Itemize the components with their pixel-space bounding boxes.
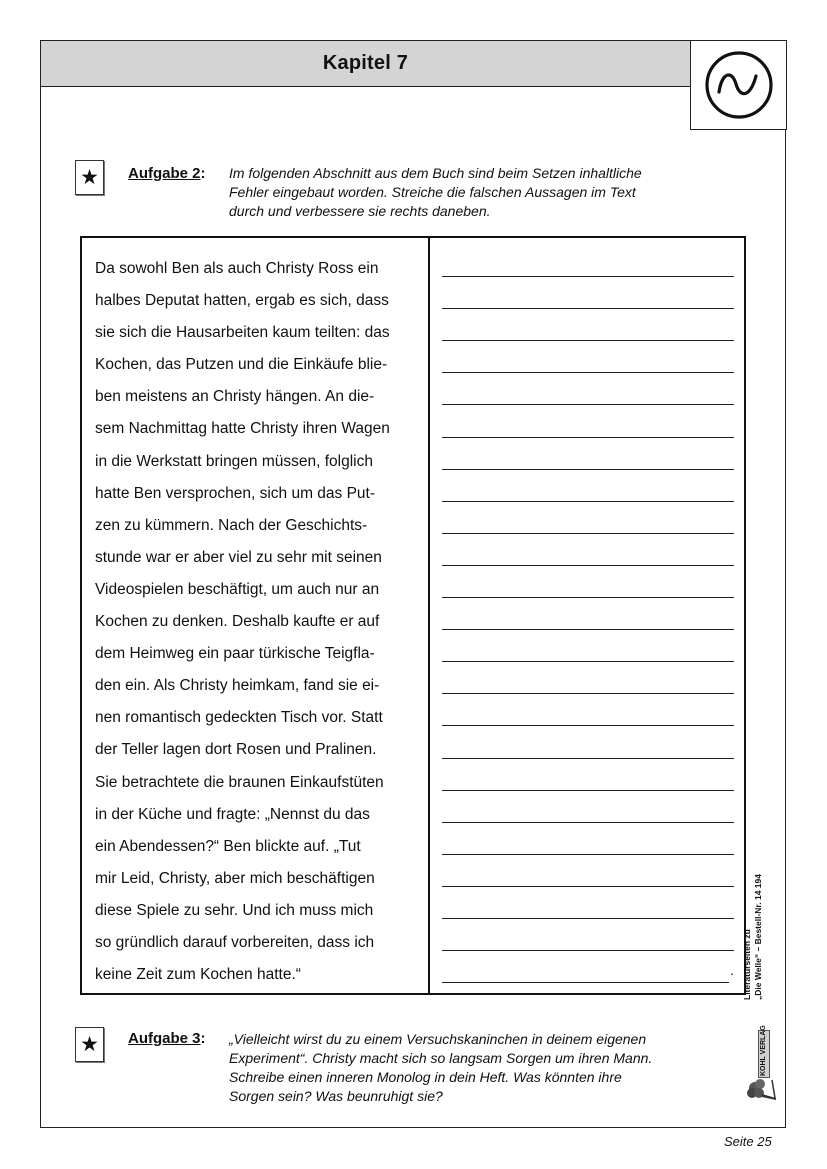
passage-line: dem Heimweg ein paar türkische Teigfla- [95,645,375,663]
passage-line: halbes Deputat hatten, ergab es sich, dass [95,292,389,310]
answer-line[interactable] [442,758,734,759]
passage-line: sem Nachmittag hatte Christy ihren Wagen [95,420,390,438]
task2-line: Im folgenden Abschnitt aus dem Buch sind beim Setzen inhaltliche [229,165,642,181]
passage-line: Kochen zu denken. Deshalb kaufte er auf [95,613,380,631]
chapter-header [40,40,691,87]
imprint-line-1: Literaturseiten zu [742,929,752,1000]
passage-line: zen zu kümmern. Nach der Geschichts- [95,516,368,534]
passage-line: nen romantisch gedeckten Tisch vor. Statt [95,709,383,727]
answer-line[interactable] [442,276,734,277]
answer-line[interactable] [442,501,734,502]
passage-line: ein Abendessen?“ Ben blickte auf. „Tut [95,837,361,855]
table-divider [428,236,430,995]
answer-end-mark: . [730,962,734,978]
task3-line: Experiment“. Christy macht sich so langsam Sorgen um ihren Mann. [229,1050,653,1066]
task3-label: Aufgabe 3: [128,1030,206,1047]
passage-line: stunde war er aber viel zu sehr mit seinen [95,548,382,566]
answer-line[interactable] [442,725,734,726]
passage-line: Videospielen beschäftigt, um auch nur an [95,580,380,598]
publisher-logo [746,1025,782,1102]
answer-line[interactable] [442,661,734,662]
passage-text [95,253,390,991]
answer-line[interactable] [442,854,734,855]
passage-line: Kochen, das Putzen und die Einkäufe blie- [95,356,388,374]
answer-line[interactable] [442,469,734,470]
passage-line: so gründlich darauf vorbereiten, dass ich [95,933,375,951]
publisher-name: KOHL VERLAG [760,1025,767,1076]
page-number: Seite 25 [724,1134,772,1149]
answer-line[interactable] [442,790,734,791]
answer-line[interactable] [442,533,734,534]
answer-line[interactable] [442,437,734,438]
chapter-title: Kapitel 7 [322,52,409,74]
answer-line[interactable] [442,340,734,341]
task3-line: Schreibe einen inneren Monolog in dein Heft. Was könnten ihre [229,1069,622,1085]
answer-line[interactable] [442,918,734,919]
task3-line: „Vielleicht wirst du zu einem Versuchskaninchen in deinem eigenen [229,1031,647,1047]
passage-line: mir Leid, Christy, aber mich beschäftigen [95,869,375,887]
answer-line[interactable] [442,372,734,373]
answer-line[interactable] [442,629,734,630]
answer-line[interactable] [442,982,729,983]
task3-star-icon: ★ [75,1027,104,1062]
task2-line: Fehler eingebaut worden. Streiche die falschen Aussagen im Text [229,184,636,200]
sine-wave-circle-icon [704,50,774,120]
passage-line: in der Küche und fragte: „Nennst du das [95,805,370,823]
passage-line: keine Zeit zum Kochen hatte.“ [95,966,301,984]
answer-line[interactable] [442,950,734,951]
answer-line[interactable] [442,308,734,309]
passage-line: Da sowohl Ben als auch Christy Ross ein [95,260,379,277]
passage-line: hatte Ben versprochen, sich um das Put- [95,484,376,502]
imprint-text [742,860,776,1000]
answer-line[interactable] [442,404,734,405]
answer-line[interactable] [442,597,734,598]
task2-instructions [229,164,642,221]
task2-label: Aufgabe 2: [128,165,206,182]
imprint-line-2: „Die Welle“ – Bestell-Nr. 14 194 [753,874,763,1000]
passage-line: Sie betrachtete die braunen Einkaufstüten [95,773,384,791]
passage-line: der Teller lagen dort Rosen und Pralinen. [95,741,377,759]
passage-line: in die Werkstatt bringen müssen, folglich [95,452,373,470]
answer-line[interactable] [442,822,734,823]
task2-star-icon: ★ [75,160,104,195]
task3-line: Sorgen sein? Was beunruhigt sie? [229,1088,443,1104]
passage-line: sie sich die Hausarbeiten kaum teilten: das [95,324,390,342]
answer-line[interactable] [442,565,734,566]
tree-icon [746,1076,782,1102]
passage-line: diese Spiele zu sehr. Und ich muss mich [95,901,374,919]
answer-line[interactable] [442,886,734,887]
logo-box [690,40,787,130]
passage-line: den ein. Als Christy heimkam, fand sie ei- [95,677,380,695]
answer-line[interactable] [442,693,734,694]
task2-line: durch und verbessere sie rechts daneben. [229,203,491,219]
passage-line: ben meistens an Christy hängen. An die- [95,388,375,406]
task3-instructions [229,1030,652,1106]
